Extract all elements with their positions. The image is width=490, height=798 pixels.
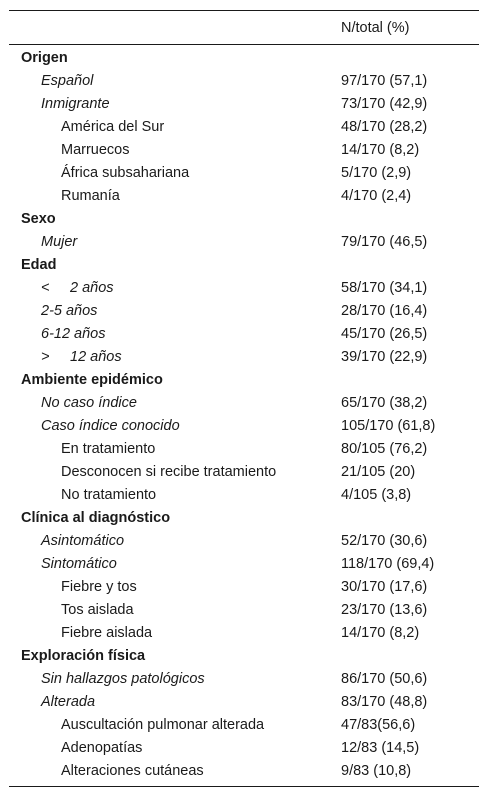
row-label xyxy=(61,461,276,484)
row-value: 23/170 (13,6) xyxy=(341,602,428,618)
row-label xyxy=(61,714,264,737)
row-label-text: América del Sur xyxy=(61,119,165,135)
row-label-text: Ambiente epidémico xyxy=(21,372,163,388)
section-label xyxy=(21,208,56,231)
table-row xyxy=(9,392,479,415)
table-row xyxy=(9,70,479,93)
table-row xyxy=(9,415,479,438)
section-header-row xyxy=(9,254,479,277)
row-label-text: Fiebre y tos xyxy=(61,579,137,595)
row-value: 39/170 (22,9) xyxy=(341,349,428,365)
table-row xyxy=(9,438,479,461)
row-label-text: Sin hallazgos patológicos xyxy=(41,671,205,687)
row-value: 83/170 (48,8) xyxy=(341,694,428,710)
comparison-operator: < xyxy=(41,280,50,296)
table-row xyxy=(9,530,479,553)
row-label-text: Origen xyxy=(21,50,68,66)
table-row xyxy=(9,553,479,576)
row-label-text: Sintomático xyxy=(41,556,117,572)
row-label xyxy=(41,300,97,323)
row-label-text: Español xyxy=(41,73,94,89)
row-value: 14/170 (8,2) xyxy=(341,625,420,641)
row-value: 5/170 (2,9) xyxy=(341,165,412,181)
row-label-text: Alterada xyxy=(41,694,96,710)
row-label-text: Fiebre aislada xyxy=(61,625,153,641)
table-row xyxy=(9,162,479,185)
row-label-text: En tratamiento xyxy=(61,441,156,457)
row-label xyxy=(61,576,137,599)
row-label-text: Alteraciones cutáneas xyxy=(61,763,204,779)
table-row xyxy=(9,714,479,737)
table-row xyxy=(9,323,479,346)
row-label-text: Mujer xyxy=(41,234,78,250)
row-label xyxy=(41,392,137,415)
row-label-text: 6-12 años xyxy=(41,326,106,342)
row-label xyxy=(61,599,134,622)
row-label-text: África subsahariana xyxy=(61,165,190,181)
row-label-text: Tos aislada xyxy=(61,602,134,618)
row-label xyxy=(61,116,164,139)
table-row xyxy=(9,760,479,783)
table-row xyxy=(9,185,479,208)
row-value: 4/170 (2,4) xyxy=(341,188,412,204)
row-value: 80/105 (76,2) xyxy=(341,441,428,457)
table-row xyxy=(9,576,479,599)
section-label xyxy=(21,645,145,668)
row-label xyxy=(41,668,205,691)
table-row xyxy=(9,93,479,116)
row-label xyxy=(41,277,114,300)
row-value: 58/170 (34,1) xyxy=(341,280,428,296)
table-row xyxy=(9,346,479,369)
row-value: 118/170 (69,4) xyxy=(341,556,435,572)
row-label-text: Sexo xyxy=(21,211,56,227)
section-header-row xyxy=(9,369,479,392)
row-value: 30/170 (17,6) xyxy=(341,579,428,595)
row-value: 73/170 (42,9) xyxy=(341,96,428,112)
bottom-rule xyxy=(9,786,479,787)
table-row xyxy=(9,622,479,645)
row-label-text: Rumanía xyxy=(61,188,120,204)
row-label-text: Auscultación pulmonar alterada xyxy=(61,717,265,733)
section-label xyxy=(21,254,56,277)
row-value: 105/170 (61,8) xyxy=(341,418,436,434)
section-label xyxy=(21,47,68,70)
table-row xyxy=(9,691,479,714)
table-row xyxy=(9,484,479,507)
row-label xyxy=(41,415,180,438)
table-row xyxy=(9,277,479,300)
section-header-row xyxy=(9,645,479,668)
row-label-text: No tratamiento xyxy=(61,487,157,503)
row-label-text: 2 años xyxy=(70,280,114,296)
table-header xyxy=(9,11,479,44)
row-label xyxy=(41,70,93,93)
row-value: 79/170 (46,5) xyxy=(341,234,428,250)
row-value: 52/170 (30,6) xyxy=(341,533,428,549)
row-label-text: Inmigrante xyxy=(41,96,110,112)
row-label xyxy=(41,530,124,553)
row-label-text: 12 años xyxy=(70,349,122,365)
table-row xyxy=(9,300,479,323)
table-row xyxy=(9,599,479,622)
row-value: 97/170 (57,1) xyxy=(341,73,428,89)
table-row xyxy=(9,461,479,484)
row-label xyxy=(41,323,106,346)
section-header-row xyxy=(9,507,479,530)
row-label xyxy=(61,760,204,783)
table-body xyxy=(9,45,479,783)
row-value: 45/170 (26,5) xyxy=(341,326,428,342)
section-label xyxy=(21,507,170,530)
row-label-text: Asintomático xyxy=(41,533,125,549)
row-label xyxy=(61,622,152,645)
row-label-text: Marruecos xyxy=(61,142,130,158)
row-value: 47/83(56,6) xyxy=(341,717,416,733)
row-label xyxy=(61,162,189,185)
row-label xyxy=(41,691,95,714)
table-row xyxy=(9,668,479,691)
row-label-text: Exploración física xyxy=(21,648,146,664)
row-value: 65/170 (38,2) xyxy=(341,395,428,411)
row-value: 4/105 (3,8) xyxy=(341,487,412,503)
section-header-row xyxy=(9,208,479,231)
row-label xyxy=(61,737,142,760)
row-value: 28/170 (16,4) xyxy=(341,303,428,319)
row-label xyxy=(41,553,117,576)
comparison-operator: > xyxy=(41,349,50,365)
row-label xyxy=(41,231,77,254)
row-value: 21/105 (20) xyxy=(341,464,416,480)
row-label xyxy=(61,484,156,507)
row-value: 9/83 (10,8) xyxy=(341,763,412,779)
row-label-text: 2-5 años xyxy=(41,303,98,319)
row-label xyxy=(61,185,120,208)
table-row xyxy=(9,231,479,254)
row-label-text: Desconocen si recibe tratamiento xyxy=(61,464,277,480)
data-table xyxy=(9,10,479,787)
table-row xyxy=(9,737,479,760)
row-label-text: Clínica al diagnóstico xyxy=(21,510,171,526)
table-row xyxy=(9,116,479,139)
row-value: 86/170 (50,6) xyxy=(341,671,428,687)
row-value: 12/83 (14,5) xyxy=(341,740,420,756)
row-label-text: No caso índice xyxy=(41,395,137,411)
row-label-text: Edad xyxy=(21,257,57,273)
row-value: 14/170 (8,2) xyxy=(341,142,420,158)
header-column-value: N/total (%) xyxy=(341,20,410,36)
row-label xyxy=(61,438,155,461)
row-label-text: Adenopatías xyxy=(61,740,143,756)
row-label xyxy=(61,139,130,162)
row-label xyxy=(41,346,122,369)
section-label xyxy=(21,369,163,392)
row-label-text: Caso índice conocido xyxy=(41,418,180,434)
table-row xyxy=(9,139,479,162)
row-value: 48/170 (28,2) xyxy=(341,119,428,135)
section-header-row xyxy=(9,47,479,70)
row-label xyxy=(41,93,110,116)
